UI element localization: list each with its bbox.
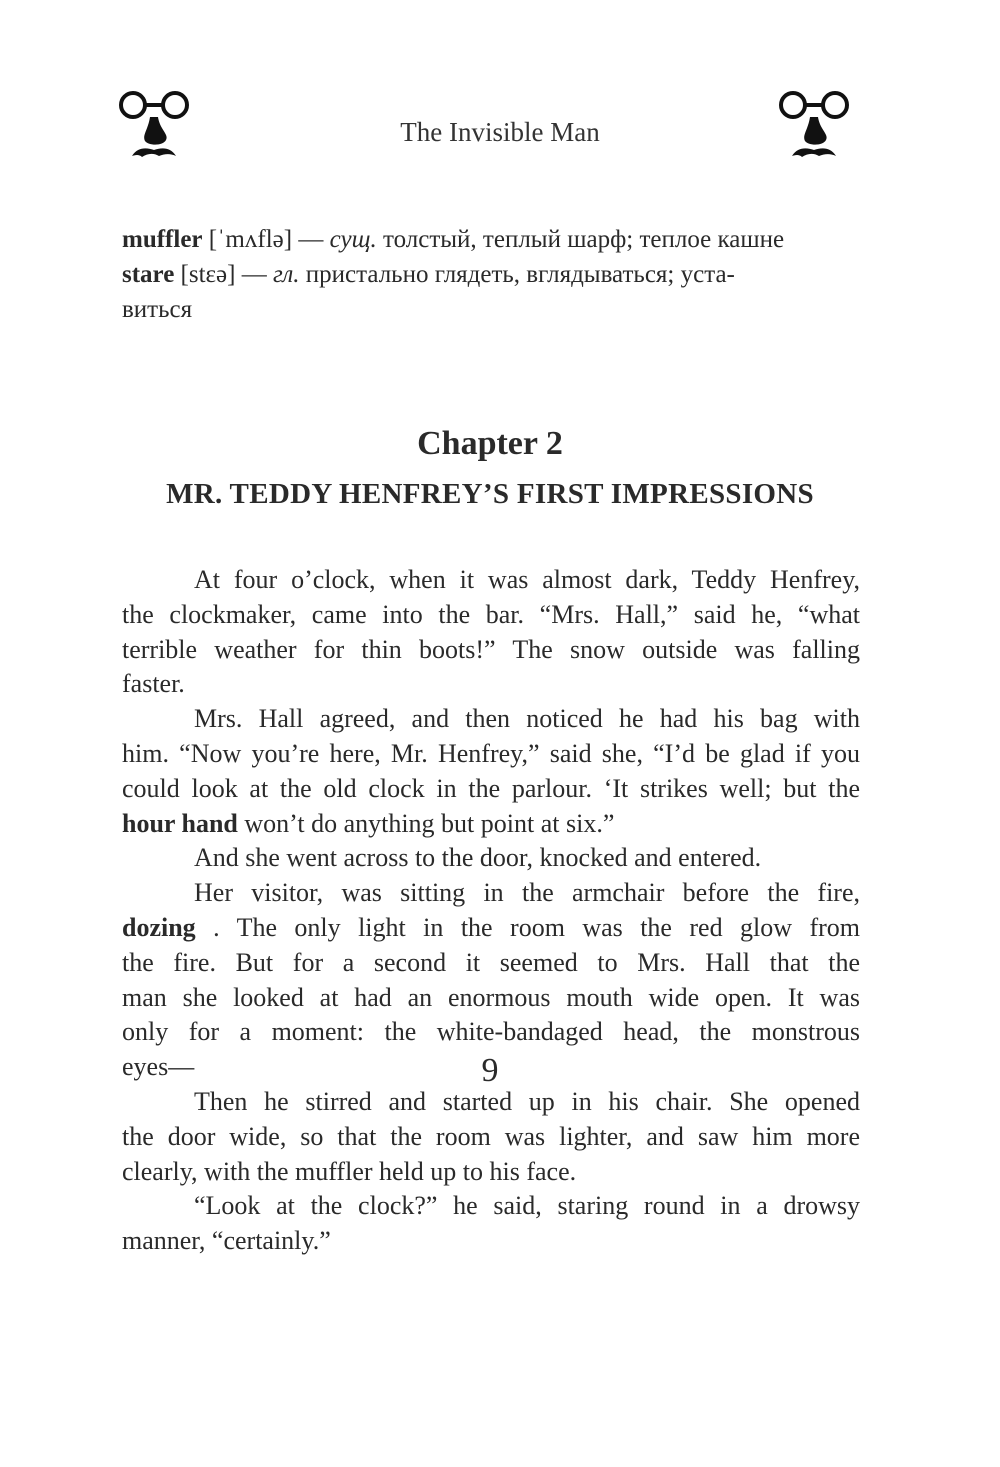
text-line xyxy=(122,667,860,702)
text-line xyxy=(122,1085,860,1120)
text-span: won’t do anything but point at six.” xyxy=(237,808,615,838)
text-span: the door wide, so that the room was lighter, and saw him more xyxy=(122,1121,860,1151)
text-span: Mrs. Hall agreed, and then noticed he had his bag with xyxy=(194,704,860,734)
text-line xyxy=(122,633,860,668)
text-line xyxy=(122,1189,860,1224)
text-line xyxy=(122,946,860,981)
glossary-entry xyxy=(122,257,862,292)
page-number: 9 xyxy=(481,1052,499,1089)
text-span: . The only light in the room was the red glow from xyxy=(195,912,860,942)
glossary-keyword: hour hand xyxy=(122,808,238,838)
body-text xyxy=(122,563,860,1259)
text-line xyxy=(122,702,860,737)
glasses-nose-mustache-icon xyxy=(778,90,858,165)
glossary-pos: сущ. xyxy=(329,226,377,253)
text-span: Then he stirred and started up in his chair. She opened xyxy=(194,1086,860,1116)
text-span: faster. xyxy=(122,669,185,699)
text-span: And she went across to the door, knocked and entered. xyxy=(194,843,762,873)
text-span: “Look at the clock?” he said, staring round in a drowsy xyxy=(194,1191,860,1221)
glossary-continuation: виться xyxy=(122,296,193,323)
text-span: At four o’clock, when it was almost dark, Teddy Henfrey, xyxy=(194,565,860,594)
text-line xyxy=(122,911,860,946)
glossary-definition: пристально глядеть, вглядываться; уста- xyxy=(299,261,735,288)
text-line xyxy=(122,1224,860,1259)
text-line xyxy=(122,598,860,633)
running-title: The Invisible Man xyxy=(400,117,600,147)
text-span: clearly, with the muffler held up to his face. xyxy=(122,1156,577,1186)
glossary-transcription: [stɛə] — xyxy=(174,261,273,288)
glossary-entry xyxy=(122,222,862,257)
text-line xyxy=(122,807,860,842)
text-line xyxy=(122,737,860,772)
text-line xyxy=(122,1120,860,1155)
page-header xyxy=(0,90,1000,170)
glossary-pos: гл. xyxy=(272,261,300,288)
glossary-definition: толстый, теплый шарф; теплое кашне xyxy=(376,226,785,253)
glossary-term: muffler xyxy=(122,226,203,253)
text-span: Her visitor, was sitting in the armchair before the fire, xyxy=(194,878,860,908)
text-line xyxy=(122,772,860,807)
chapter-number: Chapter 2 xyxy=(417,425,563,462)
chapter-title: MR. TEDDY HENFREY’S FIRST IMPRESSIONS xyxy=(166,478,814,510)
text-line xyxy=(122,841,860,876)
text-span: him. “Now you’re here, Mr. Henfrey,” said she, “I’d be glad if you xyxy=(122,738,860,768)
text-line xyxy=(122,876,860,911)
text-span: the fire. But for a second it seemed to Mrs. Hall that the xyxy=(122,947,860,977)
text-span: could look at the old clock in the parlour. ‘It strikes well; but the xyxy=(122,773,860,803)
text-span: only for a moment: the white-bandaged head, the monstrous xyxy=(122,1017,860,1047)
glossary-term: stare xyxy=(122,261,175,288)
text-line xyxy=(122,1015,860,1050)
text-span: manner, “certainly.” xyxy=(122,1226,331,1256)
text-span: terrible weather for thin boots!” The snow outside was falling xyxy=(122,634,860,664)
glossary-transcription: [ˈmʌflə] — xyxy=(202,226,330,253)
text-span: eyes— xyxy=(122,1052,195,1082)
glossary-keyword: dozing xyxy=(122,912,196,942)
text-line xyxy=(122,981,860,1016)
text-span: man she looked at had an enormous mouth wide open. It was xyxy=(122,982,860,1012)
text-line xyxy=(122,563,860,598)
glossary xyxy=(122,222,862,327)
text-span: the clockmaker, came into the bar. “Mrs. Hall,” said he, “what xyxy=(122,599,860,629)
text-line xyxy=(122,1155,860,1190)
